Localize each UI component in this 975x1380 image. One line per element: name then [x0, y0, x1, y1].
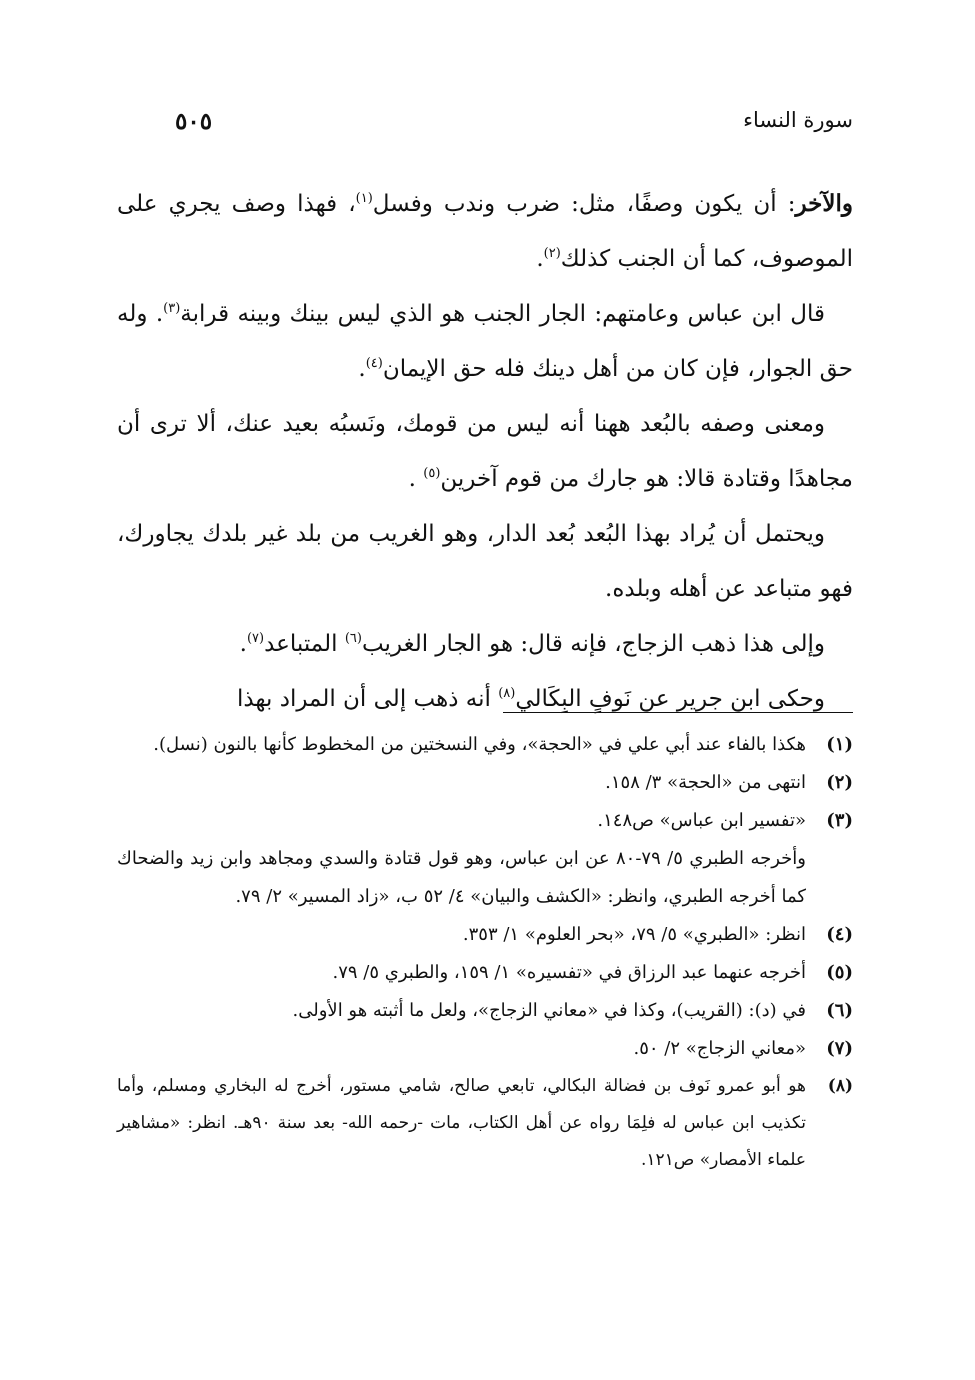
paragraph-3: [117, 397, 853, 507]
paragraph-lead-word: والآخر: [795, 190, 853, 217]
paragraph-text: .: [239, 631, 247, 657]
footnote-number: (٣): [826, 810, 853, 831]
footnote-ref-4: (٤): [365, 356, 383, 371]
footnote-text: في (د): (القريب)، وكذا في «معاني الزجاج»، ولعل ما أثبته هو الأولى.: [292, 1000, 806, 1021]
paragraph-4: ويحتمل أن يُراد بهذا البُعد بُعد الدار، وهو الغريب من بلد غير بلدك يجاورك، فهو متباعد عن أهله وبلده.: [117, 521, 853, 602]
footnote-6: [117, 992, 853, 1030]
footnote-1: [117, 726, 853, 764]
paragraph-text: أنه ذهب إلى أن المراد بهذا: [236, 686, 499, 712]
footnote-separator-rule: [503, 712, 853, 713]
paragraph-2: [117, 287, 853, 397]
paragraph-text: .: [408, 466, 424, 492]
footnote-text: انتهى من «الحجة» ٣/ ١٥٨.: [605, 772, 806, 793]
paragraph-text: وحكى ابن جرير عن نَوفٍ البِكَالي: [515, 686, 825, 712]
paragraph-5: [117, 617, 853, 672]
footnotes-section: [117, 726, 853, 1179]
footnote-7: [117, 1030, 853, 1068]
footnote-2: [117, 764, 853, 802]
paragraph-text: : أن يكون وصفًا، مثل: ضرب وندب وفسل: [372, 191, 796, 217]
paragraph-text: .: [358, 356, 366, 382]
footnote-ref-8: (٨): [498, 686, 516, 701]
footnote-ref-3: (٣): [163, 301, 181, 316]
footnote-number: (٥): [826, 962, 853, 983]
footnote-ref-7: (٧): [246, 631, 265, 646]
paragraph-text: . وله حق الجوار، فإن كان من أهل دينك فله حق الإيمان: [117, 301, 853, 382]
footnote-3-continuation: وأخرجه الطبري ٥/ ٧٩-٨٠ عن ابن عباس، وهو قول قتادة والسدي ومجاهد وابن زيد والضحاك كما أخرجه الطبري، وانظر: «الكشف والبيان» ٤/ ٥٢ ب، «زاد المسير» ٢/ ٧٩.: [117, 848, 806, 907]
page-number: ٥٠٥: [175, 108, 213, 135]
paragraph-1: [117, 176, 853, 287]
footnote-ref-1: (١): [355, 191, 373, 206]
paragraph-6: [117, 672, 853, 727]
paragraph-text: المتباعد: [264, 631, 345, 657]
footnote-5: [117, 954, 853, 992]
paragraph-text: ، فهذا وصف يجري على الموصوف، كما أن الجنب كذلك: [117, 191, 853, 272]
paragraph-text: .: [536, 246, 544, 272]
footnote-number: (١): [826, 734, 853, 755]
footnote-text: انظر: «الطبري» ٥/ ٧٩، «بحر العلوم» ١/ ٣٥٣.: [462, 924, 806, 945]
footnote-number: (٨): [827, 1076, 853, 1096]
footnote-text: هو أبو عمرو نَوف بن فضالة البكالي، تابعي صالح، شامي مستور، أخرج له البخاري ومسلم، وأما تكذيب ابن عباس له فلِمَا رواه عن أهل الكتاب، مات -رحمه الله- بعد سنة ٩٠هـ. انظر: «مشاهير علماء الأمصار» ص١٢١.: [117, 1076, 806, 1170]
footnote-ref-6: (٦): [344, 631, 362, 646]
footnote-8: [117, 1068, 853, 1179]
footnote-number: (٦): [826, 1000, 853, 1021]
footnote-text: أخرجه عنهما عبد الرزاق في «تفسيره» ١/ ١٥٩، والطبري ٥/ ٧٩.: [332, 962, 806, 983]
footnote-text: «تفسير ابن عباس» ص١٤٨.: [597, 810, 806, 831]
paragraph-text: قال ابن عباس وعامتهم: الجار الجنب هو الذي ليس بينك وبينه قرابة: [180, 301, 825, 327]
footnote-number: (٢): [826, 772, 853, 793]
paragraph-text: وإلى هذا ذهب الزجاج، فإنه قال: هو الجار الغريب: [361, 631, 825, 657]
footnote-ref-5: (٥): [423, 466, 441, 481]
footnote-number: (٤): [826, 924, 853, 945]
footnote-text: هكذا بالفاء عند أبي علي في «الحجة»، وفي النسختين من المخطوط كأنها بالنون (نسل).: [153, 734, 806, 755]
footnote-text: «معاني الزجاج» ٢/ ٥٠.: [633, 1038, 806, 1059]
footnote-number: (٧): [826, 1038, 853, 1059]
running-header-surah-title: سورة النساء: [743, 108, 853, 132]
main-text-body: [117, 176, 853, 727]
paragraph-text: ومعنى وصفه بالبُعد ههنا أنه ليس من قومك، ونَسبُه بعيد عنك، ألا ترى أن مجاهدًا وقتادة قالا: هو جارك من قوم آخرين: [117, 411, 853, 492]
footnote-4: [117, 916, 853, 954]
footnote-ref-2: (٢): [543, 246, 561, 261]
footnote-3: [117, 802, 853, 840]
